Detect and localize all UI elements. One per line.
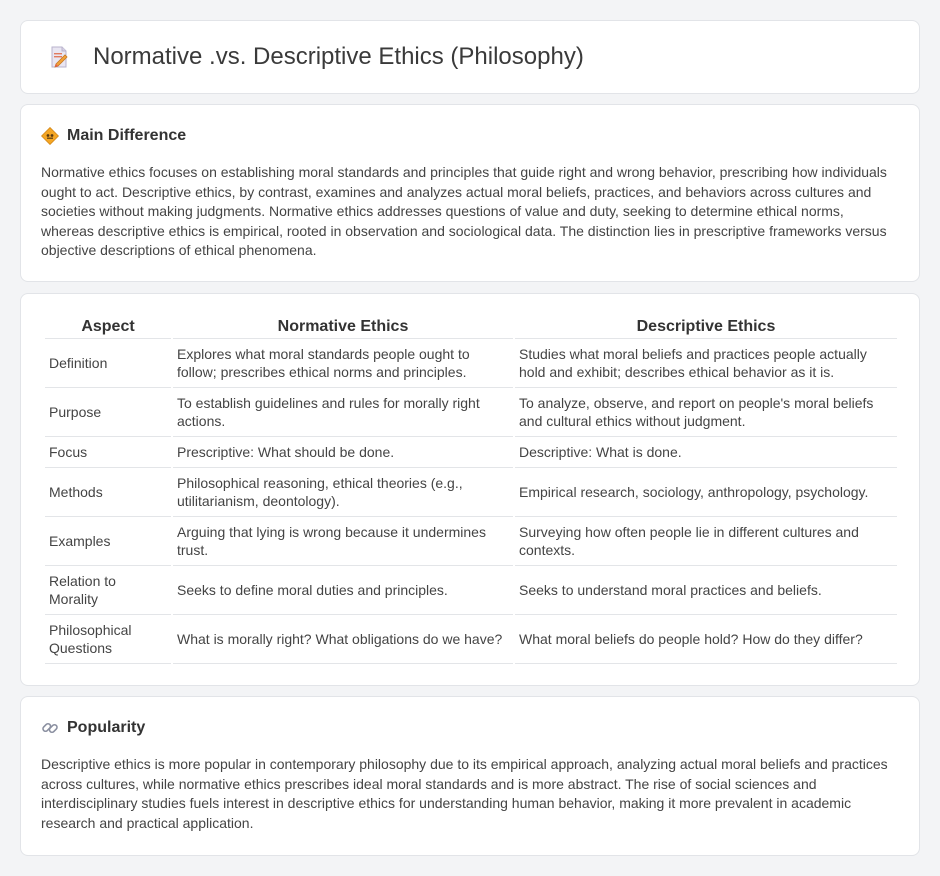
row-aspect: Focus xyxy=(45,437,171,468)
header-card xyxy=(20,20,920,94)
popularity-card xyxy=(20,696,920,856)
row-aspect: Philosophical Questions xyxy=(45,615,171,664)
header-aspect: Aspect xyxy=(45,314,171,339)
table-row xyxy=(45,388,897,437)
popularity-text: Descriptive ethics is more popular in contemporary philosophy due to its empirical approach, analyzing actual moral beliefs and practices across cultures, while normative ethics prescribes ideal moral standards and is more abstract. The rise of social sciences and interdisciplinary studies fuels interest in descriptive ethics for understanding human behavior, making it more prevalent in academic research and practical application. xyxy=(41,756,888,831)
main-difference-title: Main Difference xyxy=(67,127,187,144)
table-row xyxy=(45,437,897,468)
link-icon xyxy=(41,719,59,737)
row-normative: Arguing that lying is wrong because it undermines trust. xyxy=(173,517,513,566)
row-descriptive: Seeks to understand moral practices and beliefs. xyxy=(515,566,897,615)
row-aspect: Definition xyxy=(45,339,171,388)
row-normative: Seeks to define moral duties and principles. xyxy=(173,566,513,615)
row-normative: To establish guidelines and rules for morally right actions. xyxy=(173,388,513,437)
row-aspect: Relation to Morality xyxy=(45,566,171,615)
row-normative: What is morally right? What obligations do we have? xyxy=(173,615,513,664)
popularity-title: Popularity xyxy=(67,719,146,736)
header-normative: Normative Ethics xyxy=(173,314,513,339)
row-descriptive: Studies what moral beliefs and practices people actually hold and exhibit; describes ethical behavior as it is. xyxy=(515,339,897,388)
row-normative: Philosophical reasoning, ethical theories (e.g., utilitarianism, deontology). xyxy=(173,468,513,517)
row-aspect: Methods xyxy=(45,468,171,517)
row-normative: Explores what moral standards people ought to follow; prescribes ethical norms and principles. xyxy=(173,339,513,388)
row-normative: Prescriptive: What should be done. xyxy=(173,437,513,468)
table-row xyxy=(45,517,897,566)
main-difference-text: Normative ethics focuses on establishing moral standards and principles that guide right and wrong behavior, prescribing how individuals ought to act. Descriptive ethics, by contrast, examines and analyzes actual moral beliefs, practices, and behaviors across cultures and societies without making judgments. Normative ethics addresses questions of value and duty, seeking to determine ethical norms, whereas descriptive ethics is empirical, rooted in observation and sociological data. The distinction lies in prescriptive frameworks versus objective descriptions of ethical phenomena. xyxy=(41,164,887,259)
page-title: Normative .vs. Descriptive Ethics (Philosophy) xyxy=(93,43,584,70)
table-row xyxy=(45,566,897,615)
row-descriptive: Surveying how often people lie in different cultures and contexts. xyxy=(515,517,897,566)
diamond-sign-icon xyxy=(41,127,59,145)
header-descriptive: Descriptive Ethics xyxy=(515,314,897,339)
row-descriptive: Empirical research, sociology, anthropology, psychology. xyxy=(515,468,897,517)
main-difference-card xyxy=(20,104,920,282)
table-row xyxy=(45,339,897,388)
row-descriptive: Descriptive: What is done. xyxy=(515,437,897,468)
table-row xyxy=(45,468,897,517)
row-descriptive: To analyze, observe, and report on people's moral beliefs and cultural ethics without judgment. xyxy=(515,388,897,437)
comparison-table xyxy=(43,314,899,664)
row-aspect: Purpose xyxy=(45,388,171,437)
document-edit-icon xyxy=(47,45,71,69)
row-aspect: Examples xyxy=(45,517,171,566)
comparison-table-card xyxy=(20,293,920,686)
row-descriptive: What moral beliefs do people hold? How do they differ? xyxy=(515,615,897,664)
table-row xyxy=(45,615,897,664)
